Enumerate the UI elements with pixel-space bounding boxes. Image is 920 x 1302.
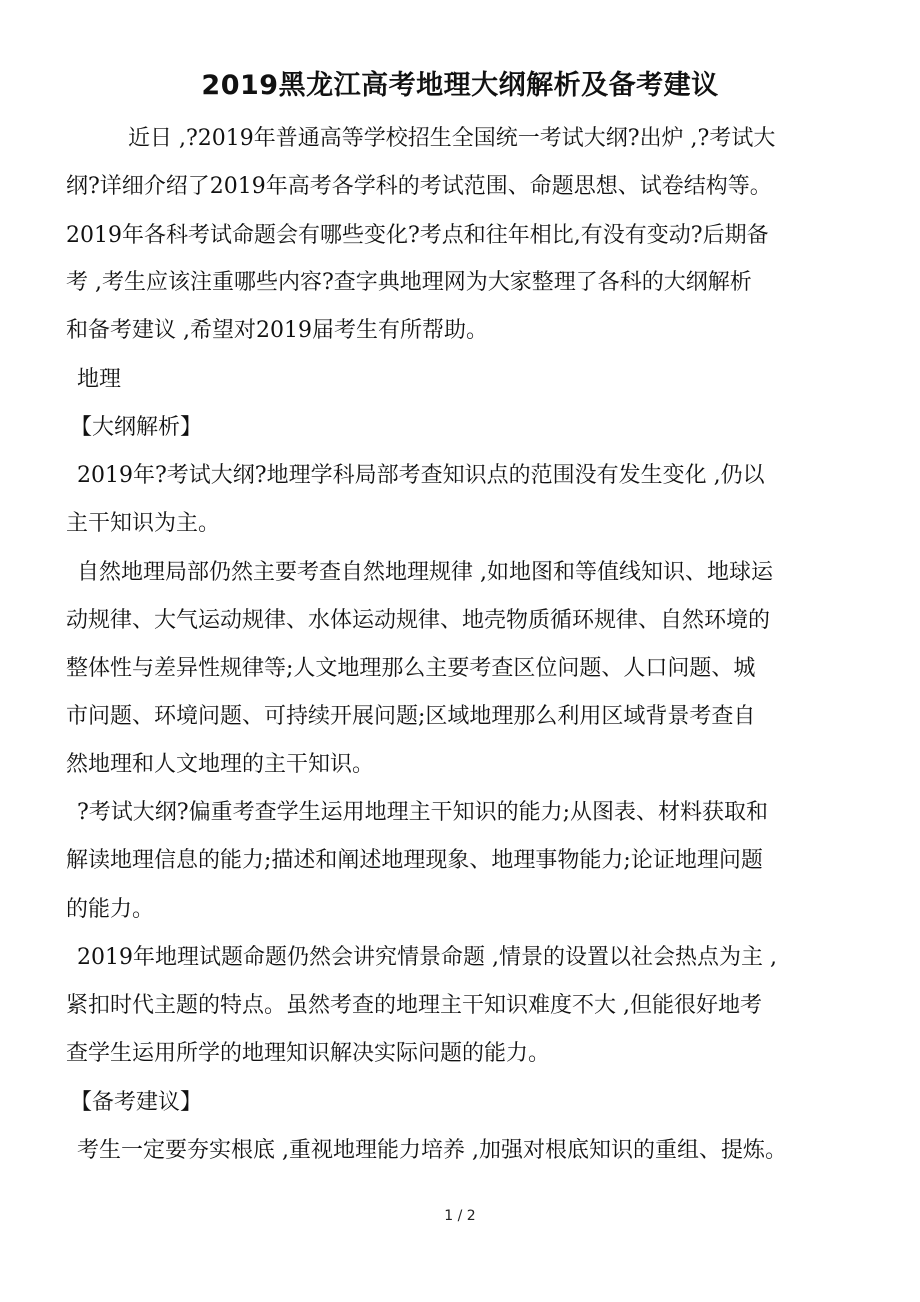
paragraph-line: 考生一定要夯实根底 ,重视地理能力培养 ,加强对根底知识的重组、提炼。 (77, 1138, 787, 1163)
intro-line: 纲?详细介绍了2019年高考各学科的考试范围、命题思想、试卷结构等。 (66, 174, 772, 199)
intro-line: 考 ,考生应该注重哪些内容?查字典地理网为大家整理了各科的大纲解析 (66, 270, 752, 295)
intro-line: 2019年各科考试命题会有哪些变化?考点和往年相比,有没有变动?后期备 (66, 223, 769, 248)
page-number: 1 / 2 (444, 1208, 476, 1224)
paragraph-line: 的能力。 (66, 897, 155, 922)
paragraph-line: 紧扣时代主题的特点。虽然考查的地理主干知识难度不大 ,但能很好地考 (66, 993, 762, 1018)
paragraph-line: ?考试大纲?偏重考查学生运用地理主干知识的能力;从图表、材料获取和 (77, 800, 769, 825)
paragraph-line: 动规律、大气运动规律、水体运动规律、地壳物质循环规律、自然环境的 (66, 608, 771, 633)
paragraph-line: 2019年地理试题命题仍然会讲究情景命题 ,情景的设置以社会热点为主 , (77, 945, 777, 970)
paragraph-line: 主干知识为主。 (66, 511, 221, 536)
paragraph-line: 整体性与差异性规律等;人文地理那么主要考查区位问题、人口问题、城 (66, 656, 756, 681)
paragraph-line: 查学生运用所学的地理知识解决实际问题的能力。 (66, 1041, 551, 1066)
paragraph-line: 2019年?考试大纲?地理学科局部考查知识点的范围没有发生变化 ,仍以 (77, 463, 765, 488)
paragraph-line: 解读地理信息的能力;描述和阐述地理现象、地理事物能力;论证地理问题 (66, 848, 763, 873)
intro-line: 和备考建议 ,希望对2019届考生有所帮助。 (66, 318, 488, 343)
intro-line: 近日 ,?2019年普通高等学校招生全国统一考试大纲?出炉 ,?考试大 (128, 126, 776, 151)
section-heading-advice: 【备考建议】 (70, 1090, 203, 1115)
paragraph-line: 市问题、环境问题、可持续开展问题;区域地理那么利用区域背景考查自 (66, 704, 756, 729)
subject-heading: 地理 (77, 367, 122, 392)
paragraph-line: 自然地理局部仍然主要考查自然地理规律 ,如地图和等值线知识、地球运 (77, 560, 773, 585)
document-title: 2019黑龙江高考地理大纲解析及备考建议 (201, 70, 719, 101)
paragraph-line: 然地理和人文地理的主干知识。 (66, 752, 375, 777)
section-heading-outline: 【大纲解析】 (70, 415, 203, 440)
